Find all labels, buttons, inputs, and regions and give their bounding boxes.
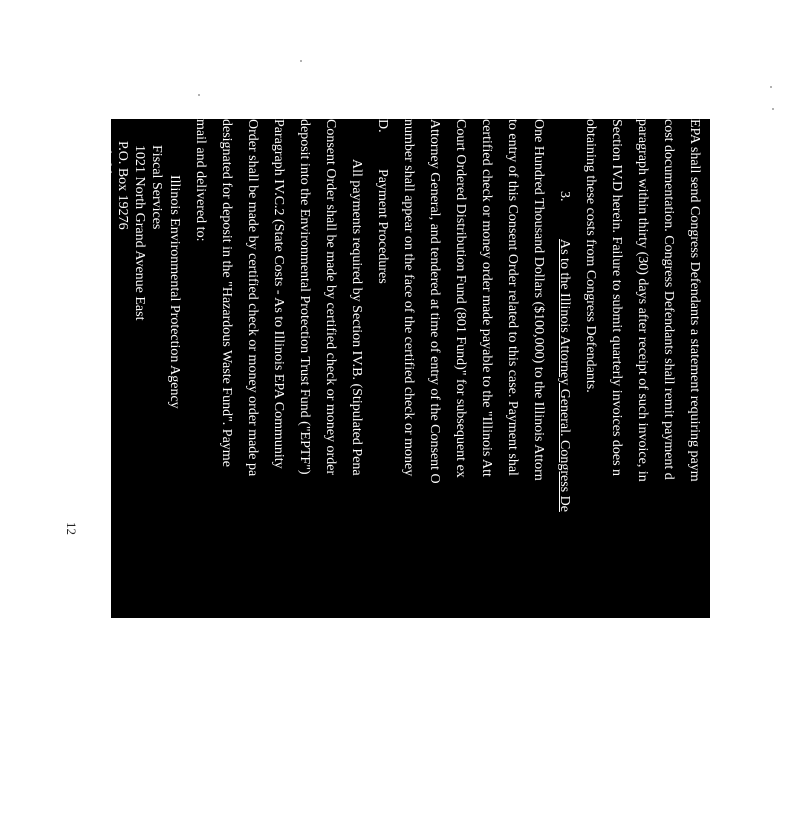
body-line: Order shall be made by certified check or money order made pa [245, 119, 260, 477]
page-number: 12 [64, 522, 79, 535]
section-d-label: D. [375, 119, 390, 133]
body-line: to entry of this Consent Order related to this case. Payment shal [505, 119, 520, 476]
scan-speck [300, 60, 302, 62]
body-line: paragraph within thirty (30) days after receipt of such invoice, in [635, 119, 650, 482]
body-line: EPA shall send Congress Defendants a statement requiring paym [687, 119, 702, 482]
body-line: designated for deposit in the "Hazardous Waste Fund". Payme [219, 119, 234, 467]
address-line: 1021 North Grand Avenue East [132, 145, 147, 321]
address-line: P.O. Box 19276 [115, 141, 130, 230]
body-line: obtaining these costs from Congress Defendants. [583, 119, 598, 393]
body-line: mail and delivered to: [193, 119, 208, 242]
section-d-heading: Payment Procedures [375, 169, 390, 284]
body-line: Section IV.D herein. Failure to submit quarterly invoices does n [609, 119, 624, 477]
address-line: Springfield, IL 62794-9276 [98, 111, 113, 265]
body-line: number shall appear on the face of the certified check or money [401, 119, 416, 477]
body-line: Paragraph IV.C.2 (State Costs - As to Illinois EPA Community [271, 119, 286, 469]
address-line: Fiscal Services [149, 145, 164, 230]
scanned-page [98, 111, 710, 618]
scan-speck [198, 94, 200, 96]
body-line: Attorney General, and tendered at time of entry of the Consent O [427, 119, 442, 484]
body-line: certified check or money order made payable to the "Illinois Att [479, 119, 494, 477]
address-line: Illinois Environmental Protection Agency [167, 175, 182, 409]
scan-speck [772, 108, 774, 110]
body-line: Court Ordered Distribution Fund (801 Fund)" for subsequent ex [453, 119, 468, 478]
scan-speck [770, 86, 772, 88]
item-3-label: 3. [557, 191, 572, 202]
item-3-line [556, 239, 572, 512]
rotated-text-block [98, 111, 710, 839]
body-line: All payments required by Section IV.B. (Stipulated Pena [349, 159, 364, 476]
item-3-heading: As to the Illinois Attorney General. Congress De [557, 239, 572, 512]
body-line: Consent Order shall be made by certified check or money order [323, 119, 338, 476]
body-line: One Hundred Thousand Dollars ($100,000) to the Illinois Attorn [531, 119, 546, 481]
body-line: deposit into the Environmental Protection Trust Fund ("EPTF") [297, 119, 312, 475]
body-line: cost documentation. Congress Defendants shall remit payment d [661, 119, 676, 480]
